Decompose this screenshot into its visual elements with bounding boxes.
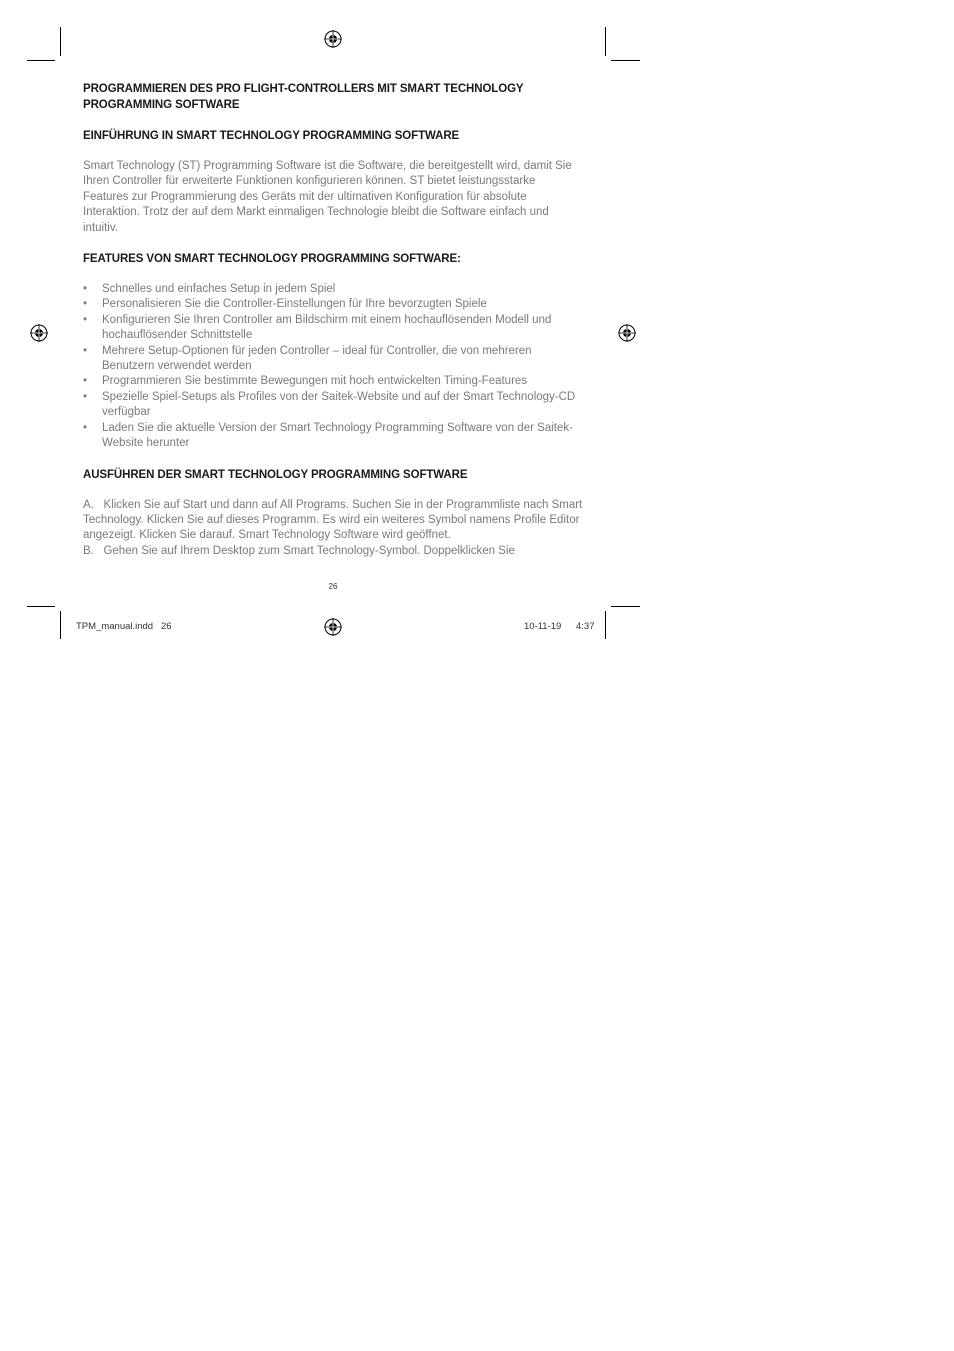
bullet: • [83,298,88,311]
slug-date: 10-11-19 [524,621,562,632]
crop-mark [611,606,640,607]
list-item-text: Mehrere Setup-Optionen für jeden Controller – ideal für Controller, die von mehreren Benutzern verwendet werden [102,344,532,373]
list-item-text: Spezielle Spiel-Setups als Profiles von der Saitek-Website und auf der Smart Technology-CD verfügbar [102,390,576,419]
step-label: B. [83,544,94,557]
slug-filename: TPM_manual.indd 26 [76,621,172,632]
list-item [83,344,583,375]
crop-mark [60,27,61,56]
registration-mark-icon [618,324,636,342]
crop-mark [605,27,606,56]
crop-mark [60,611,61,639]
bullet: • [83,390,88,403]
registration-mark-icon [30,324,48,342]
bullet: • [83,344,88,357]
crop-mark [27,60,55,61]
step-text: Gehen Sie auf Ihrem Desktop zum Smart Technology-Symbol. Doppelklicken Sie [103,544,515,557]
crop-mark [611,60,640,61]
bullet: • [83,421,88,434]
list-item-text: Schnelles und einfaches Setup in jedem Spiel [102,283,336,296]
list-item-text: Personalisieren Sie die Controller-Einstellungen für Ihre bevorzugten Spiele [102,298,487,311]
crop-mark [27,606,55,607]
list-item [83,390,583,421]
list-item-text: Konfigurieren Sie Ihren Controller am Bildschirm mit einem hochauflösenden Modell und hochauflösender Schnittstelle [102,313,552,342]
step-text: Klicken Sie auf Start und dann auf All Programs. Suchen Sie in der Programmliste nach Smart Technology. Klicken Sie auf dieses Programm. Es wird ein weiteres Symbol namens Profile Editor angezeigt. Klicken Sie darauf. Smart Technology Software wird geöffnet. [83,498,583,542]
registration-mark-icon [324,30,342,48]
registration-mark-icon [324,618,342,636]
list-item [83,282,583,297]
list-item [83,421,583,452]
list-item-text: Programmieren Sie bestimmte Bewegungen mit hoch entwickelten Timing-Features [102,375,528,388]
list-item-text: Laden Sie die aktuelle Version der Smart Technology Programming Software von der Saitek-Website herunter [102,421,573,450]
crop-mark [605,611,606,639]
step-label: A. [83,498,94,511]
slug-time: 4:37 [576,621,595,632]
list-item [83,374,583,389]
section-heading-features: FEATURES VON SMART TECHNOLOGY PROGRAMMING SOFTWARE: [83,253,461,266]
step-a [83,498,583,544]
list-item [83,297,583,312]
step-b [83,544,583,559]
bullet: • [83,283,88,296]
bullet: • [83,375,88,388]
section-heading-intro: EINFÜHRUNG IN SMART TECHNOLOGY PROGRAMMING SOFTWARE [83,130,460,142]
section-heading-run: AUSFÜHREN DER SMART TECHNOLOGY PROGRAMMING SOFTWARE [83,468,468,481]
features-list [83,282,583,451]
list-item [83,313,583,344]
page-title: PROGRAMMIEREN DES PRO FLIGHT-CONTROLLERS MIT SMART TECHNOLOGY PROGRAMMING SOFTWARE [83,83,524,111]
bullet: • [83,313,88,326]
intro-paragraph: Smart Technology (ST) Programming Software ist die Software, die bereitgestellt wird, damit Sie Ihren Controller für erweiterte Funktionen konfigurieren können. ST bietet leistungsstarke Features zur Programmierung des Geräts mit der ultimativen Konfiguration für absolute Interaktion. Trotz der auf dem Markt einmaligen Technologie bleibt die Software einfach und intuitiv. [83,160,572,234]
page-number: 26 [328,582,338,591]
page-content [83,81,583,559]
